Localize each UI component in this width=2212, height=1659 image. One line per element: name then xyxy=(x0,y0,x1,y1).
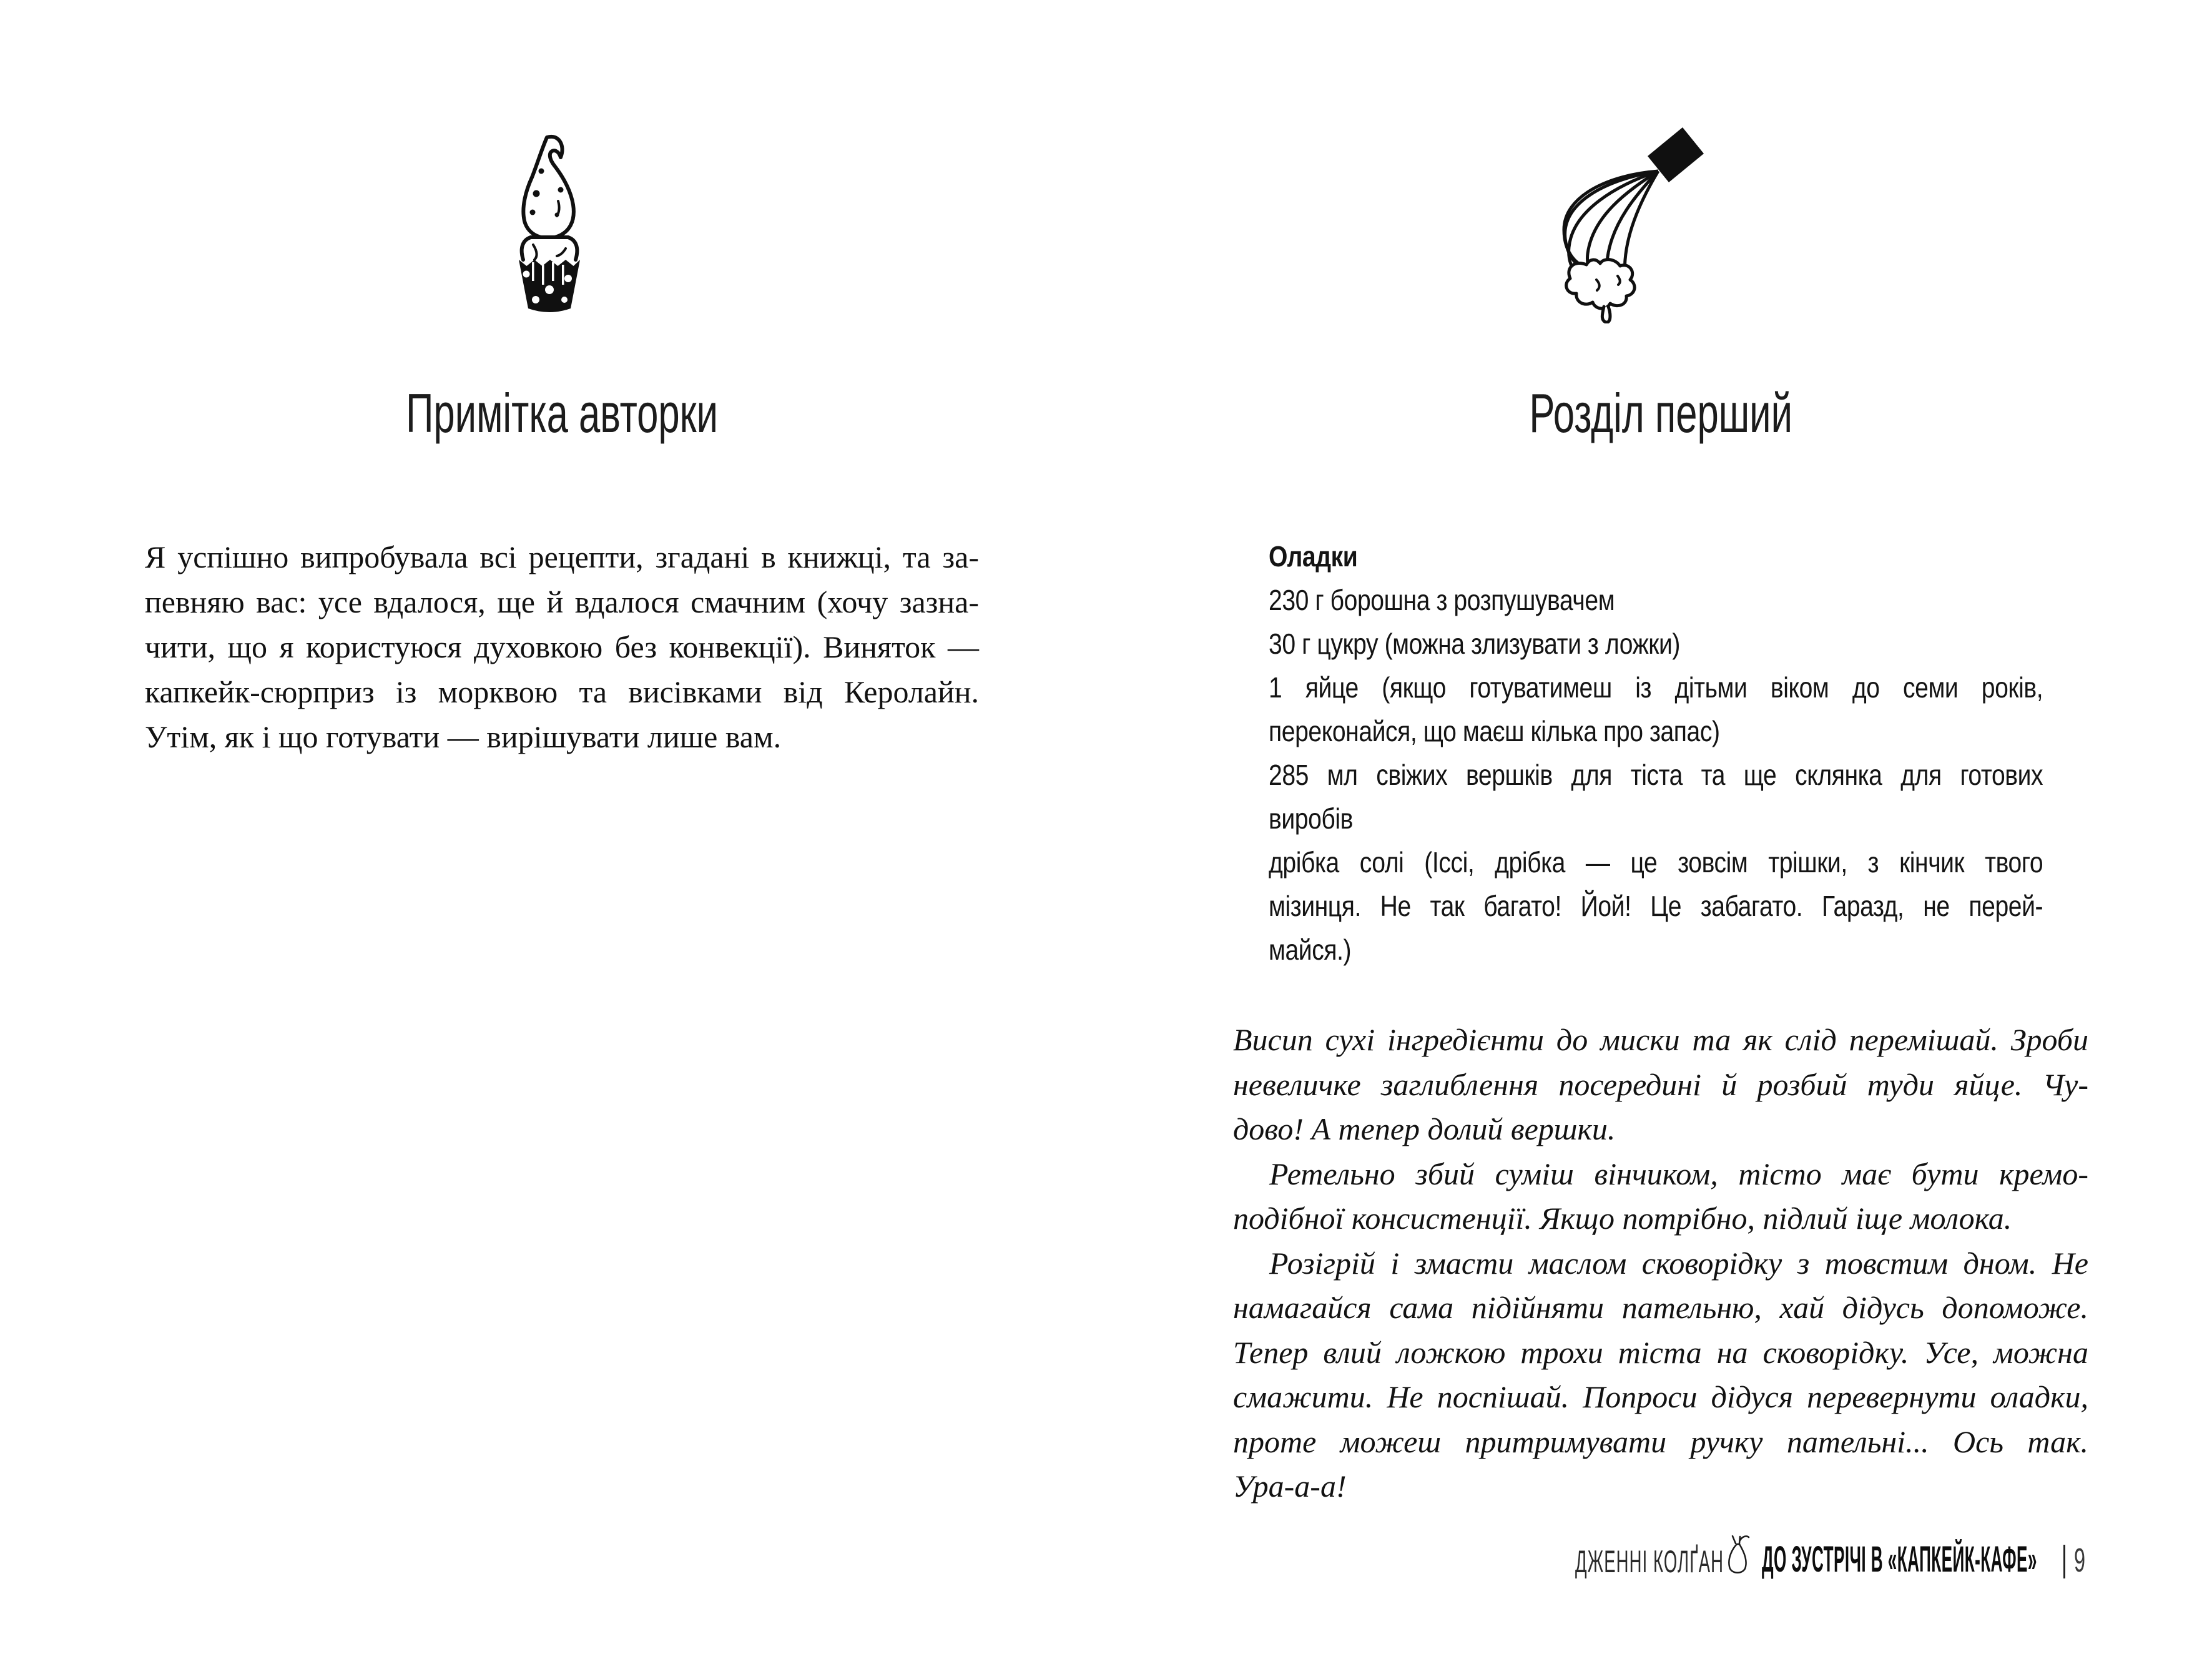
text-line: невеличке заглиблення посередині й розбий туди яйце. Чу- xyxy=(1233,1066,2088,1102)
text-line: Розігрій і змасти маслом сковорідку з товстим дном. Не xyxy=(1269,1245,2088,1281)
left-page-title xyxy=(145,382,979,444)
left-page-title-text: Примітка авторки xyxy=(406,382,718,444)
recipe-line: 230 г борошна з розпушувачем xyxy=(1269,584,1615,616)
right-page-title-text: Розділ перший xyxy=(1529,382,1792,444)
text-line: Тепер влий ложкою трохи тіста на сковорідку. Усе, можна xyxy=(1233,1334,2088,1370)
text-line: намагайся сама підійняти пательню, хай дідусь допоможе. xyxy=(1233,1290,2088,1325)
right-page-title xyxy=(1233,382,2088,444)
footer-divider xyxy=(2063,1545,2065,1578)
footer-author: ДЖЕННІ КОЛҐАН xyxy=(1575,1544,1724,1579)
recipe-line: переконайся, що маєш кілька про запас) xyxy=(1269,715,1720,747)
text-line: Ретельно збий суміш вінчиком, тісто має бути кремо- xyxy=(1269,1156,2088,1191)
text-line: Ура-а-а! xyxy=(1233,1469,1347,1504)
cupcake-icon xyxy=(506,132,593,317)
footer-book-title: ДО ЗУСТРІЧІ В «КАПКЕЙК-КАФЕ» xyxy=(1762,1539,2037,1580)
text-line: проте можеш притримувати ручку пательні... Ось так. xyxy=(1233,1424,2088,1459)
recipe-line: 285 мл свіжих вершків для тіста та ще склянка для готових xyxy=(1269,759,2043,791)
author-note-paragraph xyxy=(145,534,979,759)
piping-bag-icon xyxy=(1724,1535,1752,1578)
recipe-line: 1 яйце (якщо готуватимеш із дітьми віком до семи років, xyxy=(1269,671,2043,704)
recipe-line: дрібка солі (Іссі, дрібка — це зовсім трішки, з кінчик твого xyxy=(1269,846,2043,879)
text-line: смажити. Не поспішай. Попроси дідуся перевернути оладки, xyxy=(1233,1379,2088,1414)
text-line: Висип сухі інгредієнти до миски та як слід перемішай. Зроби xyxy=(1233,1022,2088,1057)
instructions-block xyxy=(1233,1018,2088,1509)
text-line: Утім, як і що готувати — вирішувати лише вам. xyxy=(145,719,782,754)
recipe-heading: Оладки xyxy=(1269,540,1358,573)
recipe-line: мізинця. Не так багато! Йой! Це забагато. Гаразд, не перей- xyxy=(1269,890,2043,922)
recipe-line: 30 г цукру (можна злизувати з ложки) xyxy=(1269,628,1681,660)
text-line: Я успішно випробувала всі рецепти, згадані в книжці, та за- xyxy=(145,539,979,574)
text-line: чити, що я користуюся духовкою без конвекції). Виняток — xyxy=(145,629,979,664)
text-line: капкейк-сюрприз із морквою та висівками від Керолайн. xyxy=(145,674,979,709)
recipe-block xyxy=(1269,534,2043,972)
whisk-icon xyxy=(1543,122,1705,323)
right-page xyxy=(1106,0,2212,1659)
text-line: дово! А тепер долий вершки. xyxy=(1233,1111,1616,1146)
recipe-line: майся.) xyxy=(1269,933,1352,966)
recipe-line: виробів xyxy=(1269,802,1353,835)
text-line: подібної консистенції. Якщо потрібно, підлий іще молока. xyxy=(1233,1201,2012,1236)
text-line: певняю вас: усе вдалося, ще й вдалося смачним (хочу зазна- xyxy=(145,584,979,619)
page-number: 9 xyxy=(2074,1542,2086,1579)
